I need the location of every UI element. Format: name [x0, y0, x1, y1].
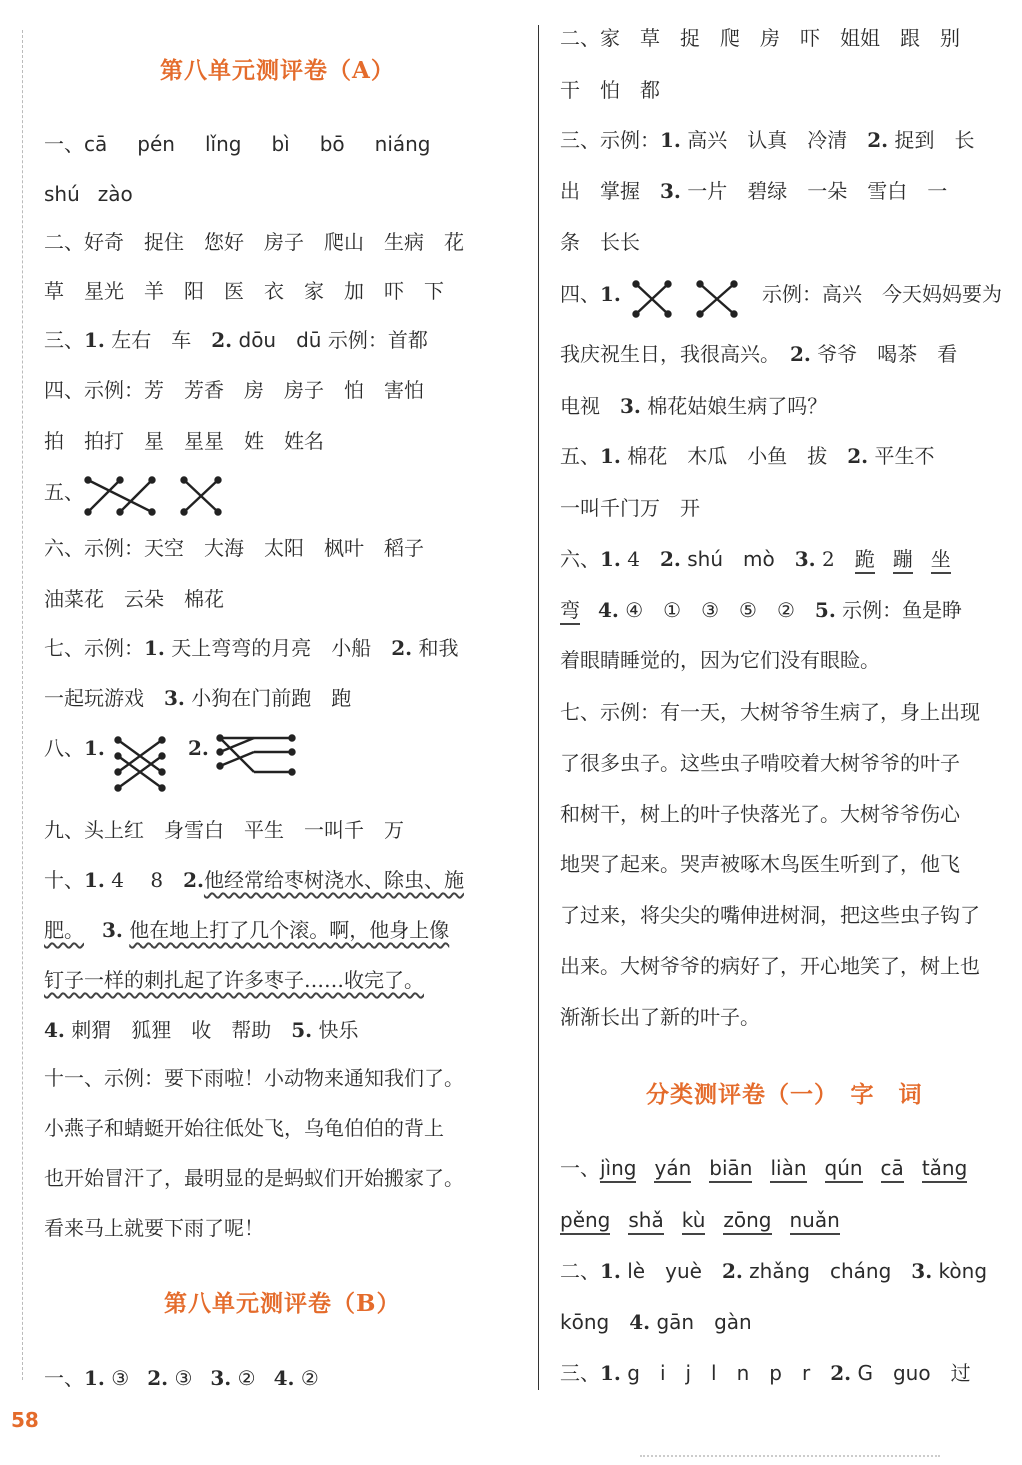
c2-num4: 4. [629, 1310, 651, 1334]
c3-pinyin: G guo [851, 1361, 951, 1385]
q10-text1: 4 8 [104, 868, 184, 892]
q10-label: 十、 [44, 868, 84, 892]
r6-underlined-2: 蹦 [893, 547, 913, 574]
q10-line3 [44, 966, 424, 994]
r3-line1 [560, 126, 975, 154]
r6-num3: 3. [794, 547, 816, 571]
c1-pinyin2-3: zōng [723, 1208, 771, 1235]
q3-text1: 左右 车 [104, 328, 212, 352]
q3-label: 三、 [44, 328, 84, 352]
r5-text2: 平生不 [868, 444, 935, 468]
q7-text3: 一起玩游戏 [44, 686, 164, 710]
q10-num2: 2. [183, 868, 204, 892]
r6-num4: 4. [598, 598, 619, 622]
q10-underlined-2: 肥。 [44, 918, 84, 942]
r4-text3: 爷爷 喝茶 看 [810, 342, 958, 366]
c1-pinyin-1: yán [654, 1156, 691, 1183]
q8-matching-lines-2 [214, 732, 304, 782]
c2-num1: 1. [600, 1259, 621, 1283]
c2-num2: 2. [721, 1259, 743, 1283]
q6-line2: 油菜花 云朵 棉花 [44, 587, 224, 611]
r5-num1: 1. [600, 444, 621, 468]
q1-pinyin-1: pén [137, 132, 175, 156]
q7-num2: 2. [391, 636, 413, 660]
q10-num4: 4. [44, 1018, 65, 1042]
q11-line1: 十一、示例：要下雨啦！小动物来通知我们了。 [44, 1066, 464, 1090]
q7-num1: 1. [144, 636, 165, 660]
b-q1-ans1: ③ [111, 1366, 130, 1390]
c2-pinyin5: gān gàn [650, 1310, 752, 1334]
r4-line3 [560, 392, 827, 420]
q4-line2: 拍 拍打 星 星星 姓 姓名 [44, 429, 324, 453]
q10-line2 [44, 916, 449, 944]
q10-text4: 刺猬 狐狸 收 帮助 [64, 1018, 292, 1042]
r2-line1: 二、家 草 捉 爬 房 吓 姐姐 跟 别 [560, 26, 960, 50]
r4-matching-lines [630, 278, 750, 320]
q3-line [44, 326, 428, 354]
page-margin-rule [22, 30, 23, 1380]
q8-num2 [188, 734, 209, 762]
q3-text2: 示例：首都 [327, 328, 428, 352]
r3-text2: 捉到 长 [888, 128, 975, 152]
page-number: 58 [11, 1408, 39, 1432]
q1-pinyin2-0: shú [44, 182, 80, 206]
r4-text2: 我庆祝生日，我很高兴。 [560, 342, 790, 366]
c1-pinyin2-2: kù [682, 1208, 706, 1235]
c2-pinyin2: zhǎng cháng [742, 1259, 912, 1283]
c1-pinyin-4: qún [825, 1156, 863, 1183]
r4-num1: 1. [600, 282, 621, 306]
q8-label: 八、 [44, 736, 84, 760]
r4-num3: 3. [620, 394, 641, 418]
b-q1-ans4: ② [300, 1366, 319, 1390]
c3-char: 过 [950, 1361, 971, 1385]
q7-label: 七、示例： [44, 636, 144, 660]
q8-num1: 1. [84, 736, 105, 760]
q10-num1: 1. [84, 868, 105, 892]
r4-text: 示例：高兴 今天妈妈要为 [762, 282, 1002, 306]
c3-letters: g i j l n p r [620, 1361, 831, 1385]
section-title-c: 分类测评卷（一） 字 词 [646, 1081, 923, 1108]
c2-pinyin4: kōng [560, 1310, 630, 1334]
r6-line2 [560, 596, 962, 624]
r6-line3: 着眼睛睡觉的，因为它们没有眼睑。 [560, 648, 880, 672]
r3-label: 三、示例： [560, 128, 660, 152]
q1-line2 [44, 180, 133, 208]
r3-num1: 1. [660, 128, 681, 152]
r6-text1: 4 [620, 547, 660, 571]
c3-num2: 2. [830, 1361, 852, 1385]
q7-text2: 和我 [412, 636, 459, 660]
q2-line1: 二、好奇 捉住 您好 房子 爬山 生病 花 [44, 230, 464, 254]
q7-line1 [44, 634, 459, 662]
q8-line [44, 734, 105, 762]
c2-line2 [560, 1308, 752, 1336]
r6-underlined-3: 坐 [931, 547, 951, 574]
q8-num2-text: 2. [188, 736, 209, 760]
section-title-b: 第八单元测评卷（B） [164, 1290, 401, 1317]
section-title-a: 第八单元测评卷（A） [160, 57, 395, 84]
q9-line: 九、头上红 身雪白 平生 一叫千 万 [44, 818, 404, 842]
r4-label: 四、 [560, 282, 600, 306]
c1-pinyin-2: biān [709, 1156, 752, 1183]
r6-underlined-1: 跪 [855, 547, 875, 574]
b-q1-num2: 2. [147, 1366, 169, 1390]
b-q1-num1: 1. [84, 1366, 105, 1390]
r5-label: 五、 [560, 444, 600, 468]
q7-line2 [44, 684, 351, 712]
q2-line2: 草 星光 羊 阳 医 衣 家 加 吓 下 [44, 279, 444, 303]
r5-line2: 一叫千门万 开 [560, 496, 700, 520]
r3-line2 [560, 177, 947, 205]
bottom-edge-mark [640, 1455, 940, 1465]
q8-matching-lines-1 [112, 732, 172, 800]
c1-pinyin2-1: shǎ [628, 1208, 663, 1235]
r4-text4: 电视 [560, 394, 620, 418]
q5-label: 五、 [44, 480, 84, 504]
c2-label: 二、 [560, 1259, 600, 1283]
r3-text4: 一片 碧绿 一朵 雪白 一 [680, 179, 948, 203]
q1-pinyin-3: bì [271, 132, 290, 156]
r6-text2: 2 [815, 547, 855, 571]
q3-pinyin: dōu dū [232, 328, 328, 352]
r7-line5: 了过来，将尖尖的嘴伸进树洞，把这些虫子钩了 [560, 903, 980, 927]
r3-line3: 条 长长 [560, 230, 640, 254]
r5-num2: 2. [847, 444, 869, 468]
c1-pinyin-6: tǎng [922, 1156, 967, 1183]
b-q1-label: 一、 [44, 1366, 84, 1390]
r7-line6: 出来。大树爷爷的病好了，开心地笑了，树上也 [560, 954, 980, 978]
b-q1-num3: 3. [210, 1366, 232, 1390]
c1-pinyin-3: liàn [770, 1156, 806, 1183]
r3-text3: 出 掌握 [560, 179, 660, 203]
r6-label: 六、 [560, 547, 600, 571]
c3-num1: 1. [600, 1361, 621, 1385]
c1-line2 [560, 1206, 840, 1234]
q10-underlined-3: 他在地上打了几个滚。啊，他身上像 [129, 918, 450, 942]
q6-line1: 六、示例：天空 大海 太阳 枫叶 稻子 [44, 536, 424, 560]
q7-num3: 3. [164, 686, 185, 710]
q11-line4: 看来马上就要下雨了呢！ [44, 1216, 264, 1240]
r6-num1: 1. [600, 547, 621, 571]
q10-line1 [44, 866, 464, 894]
c1-line1 [560, 1154, 967, 1182]
c2-num3: 3. [911, 1259, 933, 1283]
r4-num2: 2. [790, 342, 811, 366]
q10-text5: 快乐 [312, 1018, 359, 1042]
c1-label: 一、 [560, 1156, 600, 1180]
r6-line1 [560, 545, 951, 573]
r5-text1: 棉花 木瓜 小鱼 拔 [620, 444, 848, 468]
r6-text3: ④ ① ③ ⑤ ② [618, 598, 815, 622]
r4-line2 [560, 340, 957, 368]
r6-text4: 示例：鱼是睁 [835, 598, 963, 622]
q3-num2: 2. [211, 328, 233, 352]
r6-num5: 5. [814, 598, 836, 622]
q3-num1: 1. [84, 328, 105, 352]
r4-line1 [560, 280, 621, 308]
q1-label: 一、 [44, 132, 84, 156]
q1-pinyin-2: lǐng [204, 132, 242, 156]
c1-pinyin2-0: pěng [560, 1208, 610, 1235]
c1-pinyin2-4: nuǎn [790, 1208, 840, 1235]
b-q1-ans3: ② [237, 1366, 256, 1390]
r5-line1 [560, 442, 935, 470]
q1-line [44, 130, 431, 158]
q4-line1: 四、示例：芳 芳香 房 房子 怕 害怕 [44, 378, 424, 402]
r7-line3: 和树干，树上的叶子快落光了。大树爷爷伤心 [560, 802, 960, 826]
q11-line3: 也开始冒汗了，最明显的是蚂蚁们开始搬家了。 [44, 1166, 464, 1190]
r6-num2: 2. [659, 547, 681, 571]
r6-underlined-4: 弯 [560, 598, 580, 625]
r4-text5: 棉花姑娘生病了吗？ [640, 394, 828, 418]
r7-line1: 七、示例：有一天，大树爷爷生病了，身上出现 [560, 700, 980, 724]
q1-pinyin-5: niáng [374, 132, 431, 156]
c2-pinyin3: kòng [932, 1259, 988, 1283]
q1-pinyin-4: bō [319, 132, 345, 156]
r7-line4: 地哭了起来。哭声被啄木鸟医生听到了，他飞 [560, 852, 960, 876]
q1-pinyin-0: cā [84, 132, 108, 156]
r3-num3: 3. [660, 179, 681, 203]
q10-underlined-1: 他经常给枣树浇水、除虫、施 [203, 868, 464, 892]
b-q1-line [44, 1364, 319, 1392]
c2-line1 [560, 1257, 987, 1285]
q10-num3: 3. [102, 918, 123, 942]
r3-num2: 2. [867, 128, 889, 152]
r6-pinyin: shú mò [680, 547, 795, 571]
q7-text1: 天上弯弯的月亮 小船 [164, 636, 392, 660]
c3-line1 [560, 1359, 971, 1387]
r7-line7: 渐渐长出了新的叶子。 [560, 1005, 760, 1029]
c3-label: 三、 [560, 1361, 600, 1385]
q5-matching-lines [80, 474, 270, 518]
q1-pinyin2-1: zào [97, 182, 133, 206]
r2-line2: 干 怕 都 [560, 78, 660, 102]
c1-pinyin-0: jìng [600, 1156, 636, 1183]
b-q1-num4: 4. [273, 1366, 295, 1390]
c1-pinyin-5: cā [881, 1156, 904, 1183]
q11-line2: 小燕子和蜻蜓开始往低处飞，乌龟伯伯的背上 [44, 1116, 444, 1140]
q10-underlined-4: 钉子一样的刺扎起了许多枣子……收完了。 [44, 968, 424, 992]
b-q1-ans2: ③ [174, 1366, 193, 1390]
q10-num5: 5. [291, 1018, 313, 1042]
c2-pinyin1: lè yuè [620, 1259, 722, 1283]
r7-line2: 了很多虫子。这些虫子啃咬着大树爷爷的叶子 [560, 751, 960, 775]
r3-text1: 高兴 认真 冷清 [680, 128, 868, 152]
q7-text4: 小狗在门前跑 跑 [184, 686, 352, 710]
q10-line4 [44, 1016, 359, 1044]
column-divider [538, 25, 539, 1390]
